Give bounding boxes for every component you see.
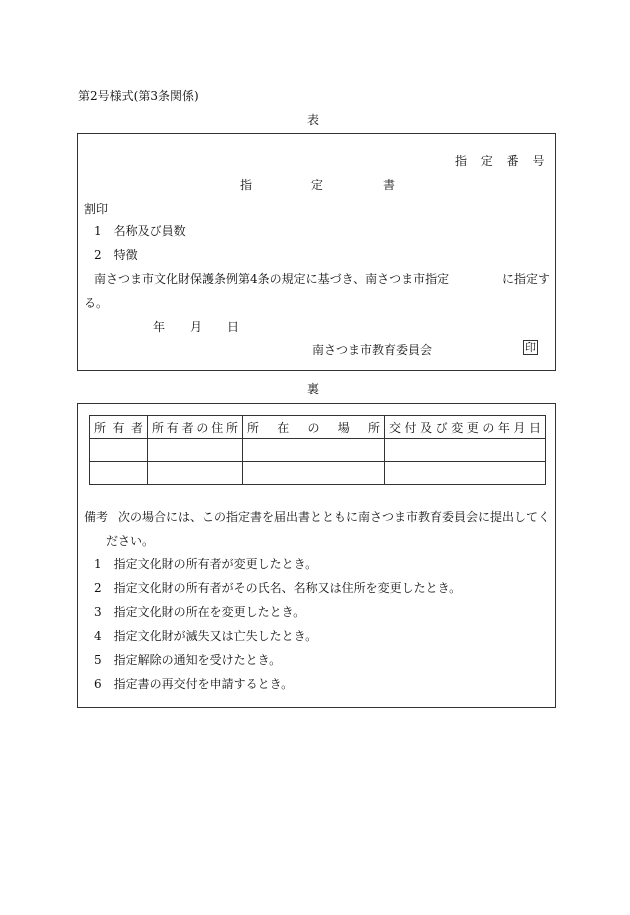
item-features: 2 特徴 — [94, 248, 138, 262]
certificate-body-part2: に指定す — [502, 272, 551, 286]
date-day: 日 — [227, 320, 240, 334]
remarks-item-5: 5 指定解除の通知を受けたとき。 — [94, 653, 282, 667]
header-owner: 所有者 — [90, 416, 148, 439]
remarks-item-2: 2 指定文化財の所有者がその氏名、名称又は住所を変更したとき。 — [94, 581, 462, 595]
remarks-item-6: 6 指定書の再交付を申請するとき。 — [94, 677, 294, 691]
seal-mark — [523, 340, 538, 355]
remarks-text-line2: ださい。 — [106, 534, 155, 548]
certificate-body-part1: 南さつま市文化財保護条例第4条の規定に基づき、南さつま市指定 — [94, 272, 450, 286]
remarks-item-3: 3 指定文化財の所在を変更したとき。 — [94, 605, 306, 619]
table-cell — [90, 462, 148, 485]
wariin-label: 割印 — [84, 202, 109, 216]
table-cell — [385, 439, 546, 462]
seal-char: 印 — [525, 341, 536, 354]
designation-number-label: 指 定 番 号 — [455, 154, 550, 168]
table-cell — [90, 439, 148, 462]
remarks-item-4: 4 指定文化財が滅失又は亡失したとき。 — [94, 629, 318, 643]
certificate-body-part3: る。 — [84, 296, 109, 310]
front-heading: 表 — [307, 113, 320, 127]
table-cell — [243, 462, 385, 485]
header-location: 所在の場所 — [243, 416, 385, 439]
table-cell — [243, 439, 385, 462]
remarks-label: 備考 — [84, 510, 109, 524]
header-issue-change-date: 交付及び変更の年月日 — [385, 416, 546, 439]
remarks-item-1: 1 指定文化財の所有者が変更したとき。 — [94, 557, 318, 571]
certificate-title-char-3: 書 — [383, 178, 396, 192]
table-cell — [385, 462, 546, 485]
certificate-title-char-1: 指 — [240, 178, 253, 192]
table-row — [90, 462, 546, 485]
issuer-name: 南さつま市教育委員会 — [312, 343, 433, 357]
table-row — [90, 439, 546, 462]
certificate-title-char-2: 定 — [311, 178, 324, 192]
item-name-and-count: 1 名称及び員数 — [94, 224, 186, 238]
back-heading: 裏 — [307, 382, 320, 396]
table-header-row — [90, 416, 546, 439]
remarks-text-line1: 次の場合には、この指定書を届出書とともに南さつま市教育委員会に提出してく — [118, 510, 551, 524]
table-cell — [148, 439, 243, 462]
table-cell — [148, 462, 243, 485]
date-year: 年 — [153, 320, 166, 334]
ownership-record-table — [89, 415, 546, 485]
form-title: 第2号様式(第3条関係) — [78, 89, 199, 103]
date-month: 月 — [190, 320, 203, 334]
header-owner-address: 所有者の住所 — [148, 416, 243, 439]
